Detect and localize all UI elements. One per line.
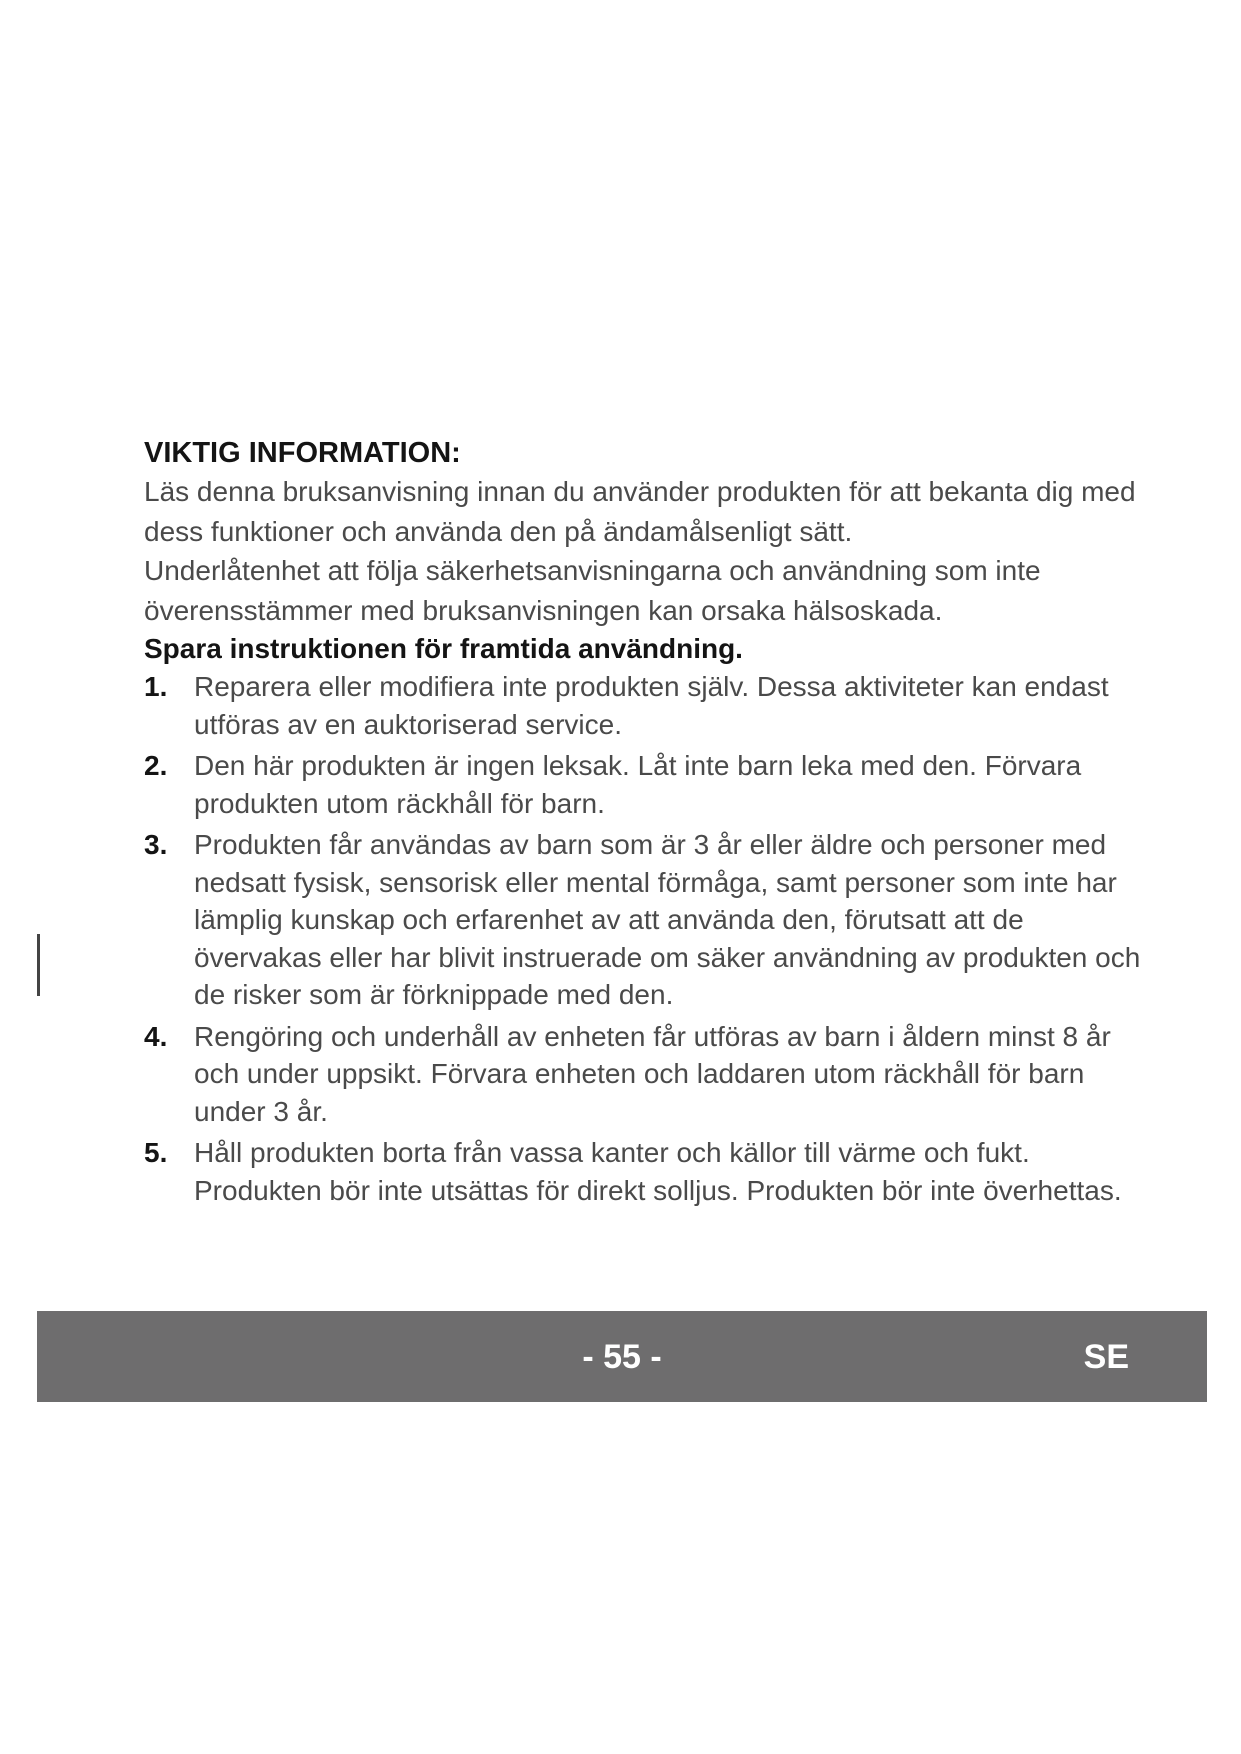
list-item-text: Reparera eller modifiera inte produkten själv. Dessa aktiviteter kan endast utföras av en auktoriserad service. [194, 671, 1109, 740]
safety-list [144, 668, 1154, 1209]
list-item-text: Den här produkten är ingen leksak. Låt inte barn leka med den. Förvara produkten utom räckhåll för barn. [194, 750, 1082, 819]
list-item-text: Håll produkten borta från vassa kanter och källor till värme och fukt. Produkten bör inte utsättas för direkt solljus. Produkten bör inte överhettas. [194, 1137, 1122, 1206]
list-item [144, 826, 1154, 1014]
list-item [144, 747, 1154, 822]
list-item [144, 1134, 1154, 1209]
document-content [144, 434, 1154, 1213]
list-item [144, 668, 1154, 743]
page-number: - 55 - [582, 1338, 662, 1376]
section-heading: VIKTIG INFORMATION: [144, 437, 461, 469]
list-item [144, 1018, 1154, 1131]
list-item-number: 4. [144, 1020, 168, 1052]
save-instructions-note: Spara instruktionen för framtida användning. [144, 633, 743, 664]
list-item-number: 3. [144, 829, 168, 860]
margin-mark [37, 934, 40, 996]
footer-bar [37, 1311, 1207, 1402]
language-code: SE [1083, 1338, 1129, 1376]
intro-paragraph-1: Läs denna bruksanvisning innan du använder produkten för att bekanta dig med dess funktioner och använda den på ändamålsenligt sätt. [144, 476, 1136, 547]
list-item-number: 1. [144, 671, 168, 702]
list-item-number: 2. [144, 750, 168, 781]
list-item-number: 5. [144, 1137, 168, 1168]
list-item-text: Rengöring och underhåll av enheten får utföras av barn i åldern minst 8 år och under uppsikt. Förvara enheten och laddaren utom räckhåll för barn under 3 år. [194, 1020, 1111, 1127]
list-item-text: Produkten får användas av barn som är 3 år eller äldre och personer med nedsatt fysisk, sensorisk eller mental förmåga, samt personer som inte har lämplig kunskap och erfarenhet av att använda den, förutsatt att de övervakas eller har blivit instruerade om säker användning av produkten och de risker som är förknippade med den. [194, 829, 1141, 1010]
intro-paragraph-2: Underlåtenhet att följa säkerhetsanvisningarna och användning som inte överensstämmer med bruksanvisningen kan orsaka hälsoskada. [144, 555, 1041, 626]
